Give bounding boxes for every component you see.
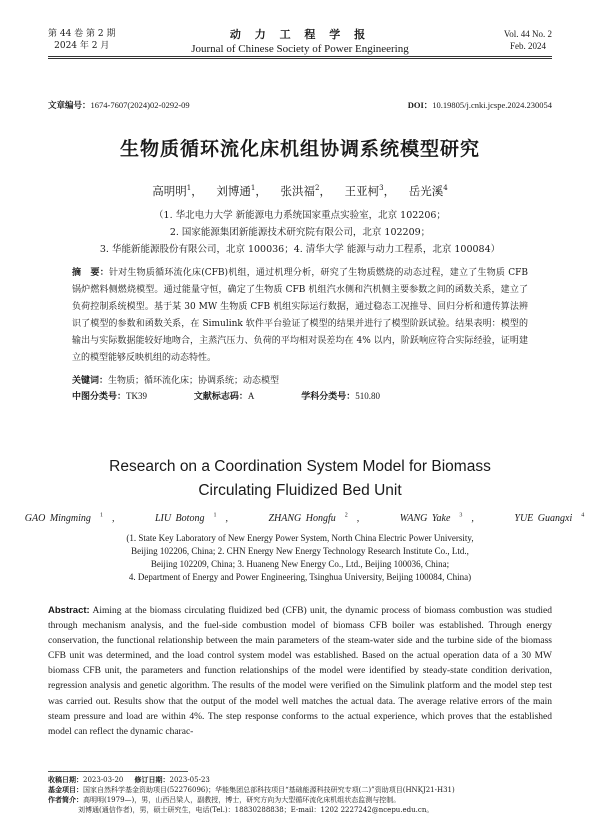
footnote-rule <box>48 771 188 772</box>
footnote-corresponding: 刘博通(通信作者)，男，硕士研究生，电话(Tel.)：18830288838；E-mail：1202 2227242@ncepu.edu.cn。 <box>78 806 434 814</box>
header-date-cn: 2024 年 2 月 <box>54 41 110 51</box>
header-rule-double <box>48 58 552 59</box>
header-rule <box>48 56 552 57</box>
subject-code: 学科分类号：510.80 <box>301 391 381 402</box>
keywords-cn-label: 关键词： <box>72 376 109 386</box>
author-en: LIU Botong $^1$ , <box>154 513 228 525</box>
author-en: GAO Mingming $^1$ , <box>24 513 115 525</box>
header-volume-issue-cn: 第 44 卷 第 2 期 <box>48 29 116 39</box>
journal-name-cn: 动 力 工 程 学 报 <box>229 28 371 41</box>
header-volume-en <box>504 28 552 52</box>
footnote-dates: 收稿日期：2023-03-20 修订日期：2023-05-23 <box>48 775 210 784</box>
paper-title-en-line: Circulating Fluidized Bed Unit <box>198 482 402 499</box>
author-en: YUE Guangxi $^4$ <box>514 513 585 525</box>
abstract-cn-label: 摘 要： <box>72 268 109 278</box>
author-cn: 高明明$^1$， <box>152 184 203 198</box>
keywords-cn-text: 生物质；循环流化床；协调系统；动态模型 <box>108 376 280 386</box>
article-number <box>48 99 190 111</box>
abstract-en-text: Aiming at the biomass circulating fluidized bed (CFB) unit, the dynamic process of biomass combustion was studied through mechanism analysis, and the fuel-side combustion model of biomass CFB boiler was established. Through energy conservation, the functional relationship between the main parameters of the steam-water side and the turbine side of the biomass CFB unit was determined, and the load control system model was established. Based on the actual operation data of a 30 MW biomass CFB unit, the parameters and function relationships of the model were identified by steady-state condition derivation, regression analysis and genetic algorithm. The results of the model were verified on the Simulink platform and the model step test was carried out. Results show that the output of the model well matches the actual data. The average relative errors of the main steam pressure and load are within 4%. The step response conforms to the actual experience, which proves that the established model can reflect the dynamic charac- <box>48 606 552 737</box>
doi-label: DOI： <box>407 100 433 110</box>
document-code: 文献标志码：A <box>193 391 255 402</box>
paper-title-cn: 生物质循环流化床机组协调系统模型研究 <box>119 138 480 160</box>
affiliation-cn-line: 3. 华能新能源股份有限公司，北京 100036；4. 清华大学 能源与动力工程系，北京 100084） <box>99 244 501 255</box>
article-number-label: 文章编号： <box>48 101 91 111</box>
author-en: WANG Yake $^3$ , <box>399 513 474 525</box>
author-cn: 岳光溪$^4$ <box>408 184 448 198</box>
doi <box>408 99 552 111</box>
author-list-cn <box>0 183 600 199</box>
journal-masthead <box>150 26 450 55</box>
author-cn: 张洪福$^2$， <box>280 184 331 198</box>
clc-number: 中图分类号：TK39 <box>72 391 148 402</box>
affiliation-cn-line: 2. 国家能源集团新能源技术研究院有限公司，北京 102209； <box>169 227 431 238</box>
affiliation-en-line: Beijing 102209, China; 3. Huaneng New Energy Co., Ltd., Beijing 100036, China; <box>150 559 450 569</box>
article-number-value: 1674-7607(2024)02-0292-09 <box>90 100 190 110</box>
revised-date: 2023-05-23 <box>169 776 210 784</box>
affiliation-en-line: 4. Department of Energy and Power Engineering, Tsinghua University, Beijing 100084, China) <box>128 572 472 582</box>
abstract-cn <box>72 265 528 367</box>
received-date: 2023-03-20 <box>83 776 124 784</box>
author-list-en <box>0 513 600 524</box>
classification-cn <box>72 389 528 402</box>
abstract-en-label: Abstract: <box>48 605 90 616</box>
doi-value: 10.19805/j.cnki.jcspe.2024.230054 <box>432 100 552 110</box>
journal-name-en: Journal of Chinese Society of Power Engineering <box>191 43 409 55</box>
header-volume-cn <box>48 28 115 52</box>
paper-title-en <box>0 455 600 503</box>
header-volume-issue-en: Vol. 44 No. 2 <box>503 29 552 39</box>
affiliation-cn-line: （1. 华北电力大学 新能源电力系统国家重点实验室，北京 102206； <box>154 210 446 221</box>
keywords-cn <box>72 373 528 386</box>
header-date-en: Feb. 2024 <box>509 41 546 51</box>
author-cn: 刘博通$^1$， <box>216 184 267 198</box>
paper-title-en-line: Research on a Coordination System Model for Biomass <box>109 458 491 475</box>
abstract-cn-text: 针对生物质循环流化床(CFB)机组，通过机理分析，研究了生物质燃烧的动态过程，建立了生物质 CFB 锅炉燃料侧燃烧模型。通过能量守恒，确定了生物质 CFB 机组汽水侧和汽机侧主要参数之间的函数关系，建立了负荷控制系统模型。基于某 30 MW 生物质 CFB 机组实际运行数据，通过稳态工况推导、回归分析和遗传算法辨识了模型的参数和函数关系，在 Simulink 软件平台验证了模型的结果并进行了模型阶跃试验。结果表明：模型的输出与实际数据能较好地吻合，主蒸汽压力、负荷的平均相对误差均在 4% 以内，阶跃响应符合实际经验，证明建立的模型能够反映机组的动态特性。 <box>72 268 528 363</box>
author-en: ZHANG Hongfu $^2$ , <box>268 513 360 525</box>
author-cn: 王亚柯$^3$， <box>344 184 396 198</box>
affiliation-en-line: Beijing 102206, China; 2. CHN Energy New Energy Technology Research Institute Co., Ltd., <box>131 546 469 556</box>
footnote-author-bio: 作者简介：高明明(1979—)，男，山西吕梁人，副教授，博士，研究方向为大型循环流化床机组状态监测与控制。 <box>48 795 401 804</box>
abstract-en <box>48 603 552 740</box>
affiliation-en-line: (1. State Key Laboratory of New Energy Power System, North China Electric Power University, <box>126 533 474 543</box>
footnote-fund: 基金项目：国家自然科学基金资助项目(52276096)；华能集团总部科技项目“基础能源科技研究专项(二)”资助项目(HNKJ21-H31) <box>48 785 455 794</box>
